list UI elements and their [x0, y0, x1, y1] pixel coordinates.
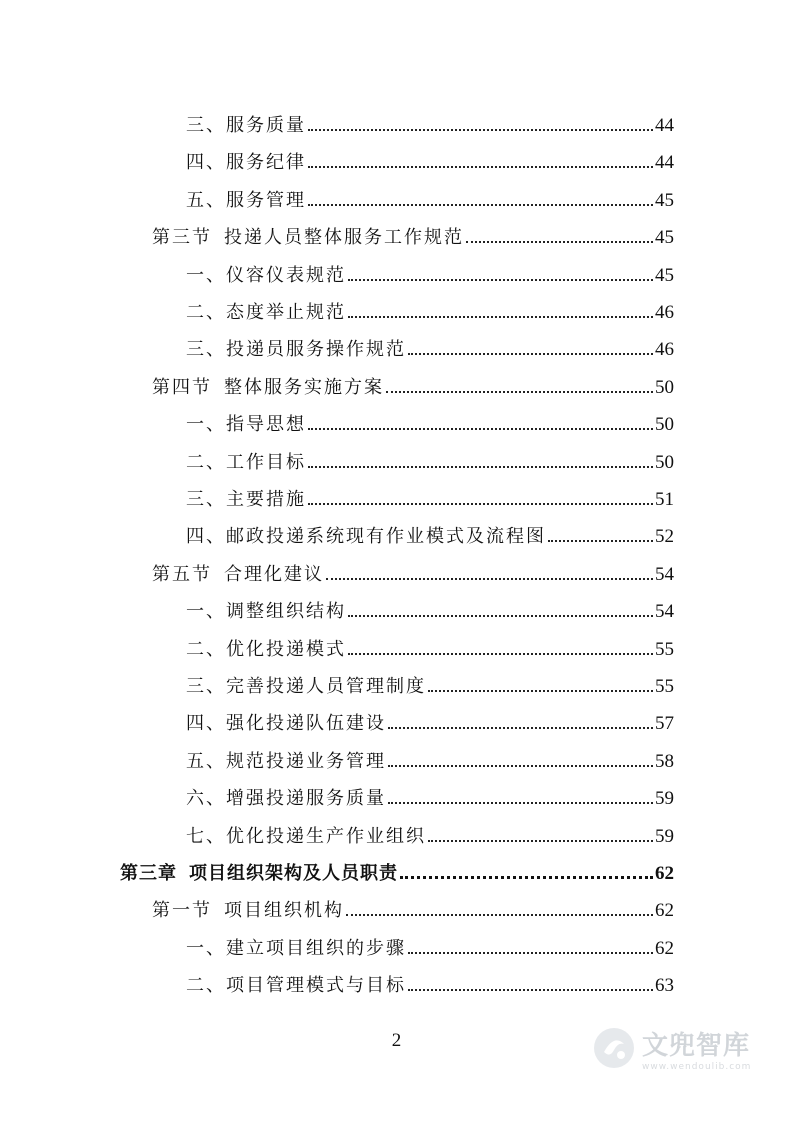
toc-entry[interactable] [152, 885, 674, 922]
toc-entry[interactable] [186, 399, 674, 436]
toc-entry-title [152, 223, 464, 249]
toc-entry-title [120, 859, 398, 885]
watermark-url: www.wendoulib.com [642, 1061, 752, 1072]
toc-entry[interactable] [186, 960, 674, 997]
toc-entry-title [186, 709, 386, 735]
toc-entry-page: 51 [655, 489, 674, 510]
toc-entry-page: 44 [655, 152, 674, 173]
toc-entry-label: 一、指导思想 [186, 414, 306, 435]
toc-entry[interactable] [152, 212, 674, 249]
toc-entry-label: 第一节 [152, 900, 212, 921]
toc-dot-leader [348, 316, 653, 318]
toc-entry-page: 46 [655, 302, 674, 323]
toc-entry-label: 二、项目管理模式与目标 [186, 975, 406, 996]
toc-dot-leader [388, 727, 653, 729]
toc-entry-label: 三、服务质量 [186, 115, 306, 136]
toc-entry-page: 54 [655, 601, 674, 622]
toc-dot-leader [428, 690, 653, 692]
toc-entry[interactable] [186, 100, 674, 137]
toc-entry[interactable] [186, 437, 674, 474]
toc-entry-page: 58 [655, 751, 674, 772]
toc-entry-label: 五、服务管理 [186, 190, 306, 211]
toc-dot-leader [346, 914, 653, 916]
toc-entry[interactable] [186, 287, 674, 324]
toc-entry-label: 二、工作目标 [186, 452, 306, 473]
toc-entry-label: 第四节 [152, 377, 212, 398]
toc-dot-leader [408, 353, 653, 355]
toc-entry-title [152, 896, 344, 922]
toc-entry-label: 第三节 [152, 227, 212, 248]
toc-entry[interactable] [186, 175, 674, 212]
toc-entry-title [186, 784, 386, 810]
toc-dot-leader [308, 466, 653, 468]
toc-entry-label: 四、强化投递队伍建设 [186, 713, 386, 734]
toc-dot-leader [308, 503, 653, 505]
toc-entry[interactable] [152, 362, 674, 399]
toc-dot-leader [308, 204, 653, 206]
watermark-logo-icon [592, 1026, 636, 1070]
toc-entry-label: 二、态度举止规范 [186, 302, 346, 323]
toc-entry-heading: 项目组织机构 [224, 900, 344, 921]
toc-entry-page: 45 [655, 265, 674, 286]
watermark-name: 文兜智库 [642, 1030, 751, 1061]
toc-entry-title [186, 410, 306, 436]
toc-entry-label: 三、完善投递人员管理制度 [186, 676, 426, 697]
toc-entry-page: 54 [655, 564, 674, 585]
toc-dot-leader [466, 241, 653, 243]
toc-entry-page: 55 [655, 676, 674, 697]
toc-entry-label: 三、主要措施 [186, 489, 306, 510]
toc-entry-heading: 项目组织架构及人员职责 [189, 863, 398, 884]
toc-entry-title [186, 635, 346, 661]
toc-entry-page: 62 [655, 863, 674, 884]
toc-entry-label: 三、投递员服务操作规范 [186, 339, 406, 360]
toc-entry[interactable] [186, 511, 674, 548]
toc-entry-title [186, 934, 406, 960]
toc-entry-label: 四、邮政投递系统现有作业模式及流程图 [186, 526, 546, 547]
toc-dot-leader [408, 989, 653, 991]
toc-entry[interactable] [186, 137, 674, 174]
toc-entry[interactable] [186, 736, 674, 773]
toc-entry-label: 五、规范投递业务管理 [186, 751, 386, 772]
toc-dot-leader [408, 952, 653, 954]
toc-entry-page: 59 [655, 788, 674, 809]
toc-entry-title [186, 822, 426, 848]
toc-entry-page: 63 [655, 975, 674, 996]
toc-entry-title [152, 373, 384, 399]
toc-entry[interactable] [120, 848, 674, 885]
toc-dot-leader [428, 840, 653, 842]
toc-dot-leader [400, 876, 653, 879]
toc-entry-heading: 合理化建议 [224, 564, 324, 585]
toc-entry-title [186, 148, 306, 174]
page-number: 2 [391, 1030, 402, 1051]
toc-entry-page: 46 [655, 339, 674, 360]
toc-entry[interactable] [186, 661, 674, 698]
toc-entry-label: 一、仪容仪表规范 [186, 265, 346, 286]
toc-dot-leader [386, 391, 653, 393]
toc-entry-label: 一、调整组织结构 [186, 601, 346, 622]
toc-entry-label: 二、优化投递模式 [186, 639, 346, 660]
toc-entry-page: 55 [655, 639, 674, 660]
toc-dot-leader [308, 129, 653, 131]
toc-entry-page: 62 [655, 900, 674, 921]
toc-entry-page: 44 [655, 115, 674, 136]
toc-entry-page: 62 [655, 938, 674, 959]
toc-entry-page: 50 [655, 377, 674, 398]
toc-dot-leader [388, 802, 653, 804]
toc-entry-heading: 投递人员整体服务工作规范 [224, 227, 464, 248]
toc-entry[interactable] [186, 250, 674, 287]
toc-entry-page: 45 [655, 227, 674, 248]
toc-entry-title [186, 597, 346, 623]
toc-entry-title [186, 672, 426, 698]
toc-entry[interactable] [152, 549, 674, 586]
toc-entry-title [186, 485, 306, 511]
toc-entry-title [186, 747, 386, 773]
toc-entry-title [152, 560, 324, 586]
toc-entry-page: 50 [655, 452, 674, 473]
toc-entry-label: 一、建立项目组织的步骤 [186, 938, 406, 959]
toc-dot-leader [348, 653, 653, 655]
toc-dot-leader [308, 166, 653, 168]
toc-entry-label: 第三章 [120, 863, 177, 884]
toc-entry-title [186, 971, 406, 997]
toc-entry[interactable] [186, 773, 674, 810]
toc-dot-leader [326, 578, 653, 580]
toc-dot-leader [548, 540, 653, 542]
toc-entry-title [186, 111, 306, 137]
toc-entry-heading: 整体服务实施方案 [224, 377, 384, 398]
toc-entry[interactable] [186, 923, 674, 960]
toc-entry-page: 50 [655, 414, 674, 435]
toc-entry-title [186, 335, 406, 361]
toc-entry-label: 七、优化投递生产作业组织 [186, 826, 426, 847]
toc-entry-title [186, 186, 306, 212]
toc-entry-page: 45 [655, 190, 674, 211]
toc-entry-page: 59 [655, 826, 674, 847]
toc-entry[interactable] [186, 586, 674, 623]
toc-entry-label: 四、服务纪律 [186, 152, 306, 173]
toc-entry-title [186, 522, 546, 548]
toc-dot-leader [308, 428, 653, 430]
toc-dot-leader [388, 765, 653, 767]
toc-entry[interactable] [186, 698, 674, 735]
toc-entry[interactable] [186, 811, 674, 848]
toc-entry[interactable] [186, 624, 674, 661]
toc-entry-title [186, 298, 346, 324]
toc-entry-title [186, 448, 306, 474]
toc-entry-title [186, 261, 346, 287]
toc-dot-leader [348, 615, 653, 617]
toc-entry-page: 52 [655, 526, 674, 547]
toc-entry-label: 六、增强投递服务质量 [186, 788, 386, 809]
toc-entry[interactable] [186, 324, 674, 361]
watermark [592, 1018, 782, 1078]
toc-entry-page: 57 [655, 713, 674, 734]
toc-dot-leader [348, 279, 653, 281]
toc-entry-label: 第五节 [152, 564, 212, 585]
toc-entry[interactable] [186, 474, 674, 511]
